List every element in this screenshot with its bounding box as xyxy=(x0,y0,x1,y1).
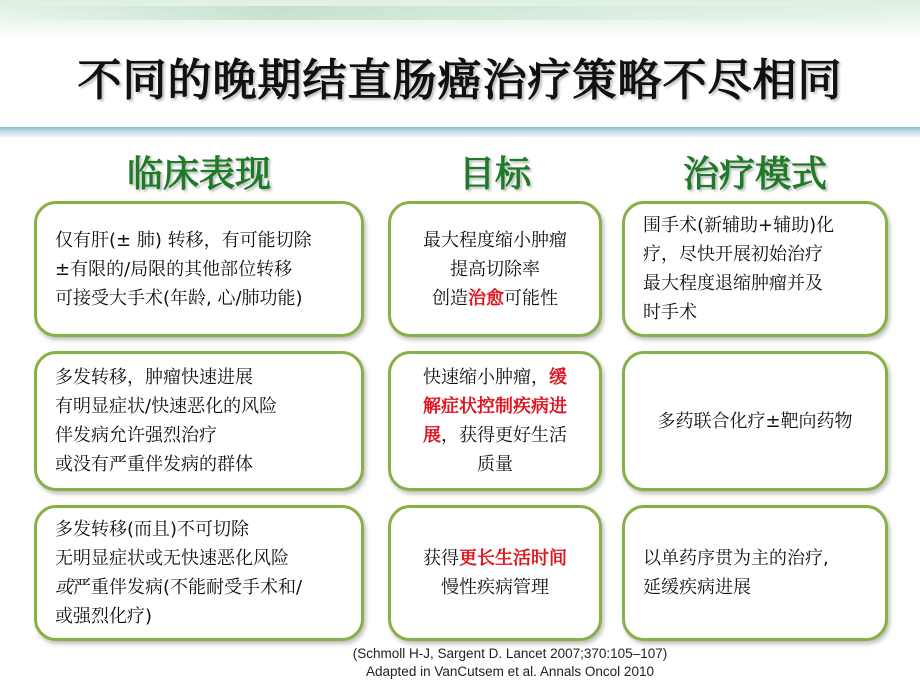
mode-text-line: 以单药序贯为主的治疗, xyxy=(643,548,829,569)
clinical-text-line: 伴发病允许强烈治疗 xyxy=(55,425,217,446)
clinical-text-line: 有明显症状/快速恶化的风险 xyxy=(55,396,278,417)
mode-text-line: 最大程度退缩肿瘤并及 xyxy=(643,273,823,294)
goal-text-line xyxy=(432,284,558,313)
clinical-text-line: 或没有严重伴发病的群体 xyxy=(55,454,253,475)
column-heading-clinical: 临床表现 xyxy=(126,154,271,195)
clinical-text-line: 多发转移，肿瘤快速进展 xyxy=(55,367,253,388)
goal-text-line: 慢性疾病管理 xyxy=(441,577,549,598)
goal-text: 可能性 xyxy=(504,287,558,309)
goal-emphasis-text: 更长生活时间 xyxy=(459,548,567,569)
clinical-box-row-1 xyxy=(34,201,364,337)
title-divider xyxy=(0,127,920,137)
goal-text-line: 提高切除率 xyxy=(450,258,540,280)
clinical-text-line: ±有限的/局限的其他部位转移 xyxy=(55,258,293,280)
citation-line-1: (Schmoll H-J, Sargent D. Lancet 2007;370:105–107) xyxy=(352,646,668,661)
goal-text: 获得 xyxy=(423,548,459,569)
clinical-text-line: 仅有肝(± 肺) 转移，有可能切除 xyxy=(55,229,312,251)
goal-text-line xyxy=(423,544,567,573)
clinical-text-line: 可接受大手术(年龄, 心/肺功能) xyxy=(55,287,303,309)
goal-emphasis-text: 治愈 xyxy=(468,287,504,309)
goal-box-row-3 xyxy=(388,505,602,641)
top-decorative-band xyxy=(0,0,920,38)
clinical-box-row-3 xyxy=(34,505,364,641)
goal-text-line: 最大程度缩小肿瘤 xyxy=(423,229,567,251)
clinical-text-line: 无明显症状或无快速恶化风险 xyxy=(55,548,289,569)
clinical-italic-text: 或 xyxy=(55,577,73,598)
clinical-text-line: 或强烈化疗) xyxy=(55,606,153,627)
goal-text-line xyxy=(423,392,567,421)
mode-box-row-3 xyxy=(622,505,888,641)
mode-text-line: 多药联合化疗±靶向药物 xyxy=(657,410,853,432)
goal-emphasis-text: 解症状控制疾病进 xyxy=(423,396,567,417)
mode-text-line: 时手术 xyxy=(643,302,697,323)
column-heading-mode: 治疗模式 xyxy=(682,154,827,195)
column-heading-goal: 目标 xyxy=(458,154,531,195)
clinical-text: 严重伴发病(不能耐受手术和/ xyxy=(73,577,303,598)
clinical-text-line: 多发转移(而且)不可切除 xyxy=(55,519,250,540)
mode-text-line: 疗，尽快开展初始治疗 xyxy=(643,244,823,265)
slide-title: 不同的晚期结直肠癌治疗策略不尽相同 xyxy=(77,55,843,106)
goal-text-line xyxy=(423,363,567,392)
clinical-text-line xyxy=(55,573,349,602)
mode-box-row-1 xyxy=(622,201,888,337)
goal-emphasis-text: 缓 xyxy=(549,367,567,388)
goal-box-row-2 xyxy=(388,351,602,491)
goal-box-row-1 xyxy=(388,201,602,337)
mode-text-line: 延缓疾病进展 xyxy=(643,577,751,598)
goal-text: 快速缩小肿瘤， xyxy=(423,367,549,388)
goal-text: 创造 xyxy=(432,287,468,309)
goal-text-line xyxy=(423,421,567,450)
clinical-box-row-2 xyxy=(34,351,364,491)
mode-box-row-2 xyxy=(622,351,888,491)
goal-text-line: 质量 xyxy=(477,454,513,475)
mode-text-line: 围手术(新辅助+辅助)化 xyxy=(643,215,835,236)
citation-line-2: Adapted in VanCutsem et al. Annals Oncol 2010 xyxy=(366,664,654,679)
goal-emphasis-text: 展 xyxy=(423,425,441,446)
goal-text: ，获得更好生活 xyxy=(441,425,567,446)
